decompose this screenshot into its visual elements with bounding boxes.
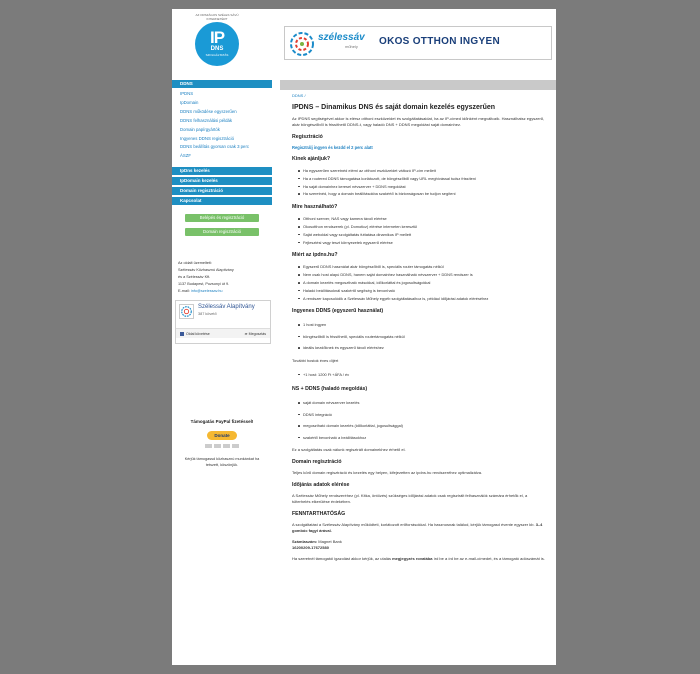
bank-label: Számlaszám:: [292, 539, 318, 545]
sustainability-text: [292, 522, 546, 534]
facebook-page-widget[interactable]: [175, 300, 271, 344]
intro-text: Az IPDNS segítségével akkor is elérsz otthoni eszközeidet és szolgáltatásaidat, ha az IP-címed időnként megváltozik. Használhatsz egyszerű, akár böngészőből is frissíthető DDNS-t, vagy haladó DNS + DDNS megoldást saját domainhez.: [292, 116, 545, 127]
sidebar-link-ddns-beallitas[interactable]: DDNS beállítás gyorsan csak 3 perc: [180, 144, 250, 150]
share-icon: ➦: [244, 332, 249, 337]
banner-brand-sub: műhely: [345, 44, 358, 49]
registration-link[interactable]: Regisztrálj ingyen és kezdd el 2 perc alatt: [292, 145, 373, 150]
list-item: saját domain névszerver kezelés: [298, 397, 546, 409]
sustainability-heading: FENNTARTHATÓSÁG: [292, 511, 346, 518]
logo-tagline: AZ ORSZÁGOS SZÉLES SÁVÚ INTERNETÉRT: [195, 13, 239, 21]
extra-hosts-label: További hostok éves díjért: [292, 357, 339, 363]
logo-sub: SZOLGÁLTATÁS: [205, 53, 229, 57]
banner-brand: szélessáv: [318, 32, 365, 43]
list-item: Ha szeretnéd, hogy a domain beállításokba szakértő is biztonságosan be tudjon segíteni: [298, 190, 546, 198]
facebook-follow-button[interactable]: [180, 332, 210, 336]
logo-circle: [195, 22, 239, 66]
sidebar-link-ddns-mukodese[interactable]: DDNS működése egyszerűen: [180, 108, 237, 114]
facebook-share-label: Megosztás: [248, 332, 266, 337]
list-item: Nem csak host alapú DDNS, hanem saját domainhez használható névszerver + DDNS rendszer is: [298, 271, 546, 279]
address-line: Az oldalt üzemelteti:: [178, 261, 212, 266]
sidebar-link-ddns-peldak[interactable]: DDNS felhasználási példák: [180, 117, 233, 123]
list-item: böngészőből is frissíthető, speciális routertámogatás nélkül: [298, 331, 546, 343]
list-item: DDNS integráció: [298, 409, 546, 421]
paypal-donate-button[interactable]: Donate: [207, 431, 237, 440]
sidebar-section-contact[interactable]: Kapcsolat: [172, 197, 272, 205]
final-text-a: Ha szeretnél támogatói igazolást akkor kérjük, az utalás: [292, 556, 391, 562]
domain-text: Teljes körű domain regisztráció és kezelés egy helyen, kifejezetten az ipdns.hu rendszeréhez optimalizálva.: [292, 470, 483, 476]
who-heading: Kinek ajánljuk?: [292, 156, 331, 162]
list-item: megosztható domain kezelés (időkorláttal, jogosultsággal): [298, 420, 546, 432]
why-heading: Miért az ipdns.hu?: [292, 252, 338, 259]
facebook-follower-count: 387 követő: [198, 312, 217, 317]
logo-ip: IP: [209, 28, 225, 47]
list-item: Haladó beállításoknál szakértő segítség is bevonható: [298, 287, 546, 295]
banner-ad[interactable]: [284, 26, 552, 60]
bank-name: Magnet Bank: [318, 539, 342, 545]
szelessav-logo-icon: [289, 31, 315, 57]
address-line: 1137 Budapest, Pozsonyi út 9.: [178, 282, 230, 287]
domain-register-button[interactable]: Domain regisztráció: [185, 228, 259, 236]
list-item: 1 host ingyen: [298, 319, 546, 331]
weather-text: A Szélessáv Műhely rendszeréhez (pl. Kitka, öntözés) szükséges időjárási adatok csak regisztrált felhasználók számára érhetők el, a túlterhelés elkerülése érdekében.: [292, 493, 528, 505]
list-item: Ha saját domainhez keresel névszerver + DDNS megoldást: [298, 183, 546, 191]
logo-dns: DNS: [210, 46, 224, 52]
email-line: [178, 288, 272, 295]
list-item: Saját weboldal vagy szolgáltatás futtatása dinamikus IP mellett: [298, 231, 546, 239]
use-list: [298, 215, 546, 246]
facebook-page-avatar-icon: [179, 304, 194, 319]
list-item: ideális kezdőknek és egyszerű távoli eléréshez: [298, 342, 546, 354]
extra-list: [298, 369, 546, 381]
ipdns-logo[interactable]: [192, 13, 242, 73]
facebook-icon: [180, 332, 184, 336]
email-link[interactable]: info@szelessav.hu: [190, 289, 223, 294]
sidebar-section-ipdns[interactable]: IpDns kezelés: [172, 167, 272, 175]
final-text: [292, 556, 546, 562]
free-list: [298, 319, 546, 354]
facebook-follow-label: Oldal követése: [186, 332, 210, 337]
page-title: IPDNS – Dinamikus DNS és saját domain kezelés egyszerűen: [292, 104, 496, 111]
registration-heading: Regisztráció: [292, 134, 323, 140]
sidebar-link-ipdns[interactable]: IPDNS: [180, 91, 194, 96]
sidebar-link-ipdomain[interactable]: IpDomain: [180, 99, 199, 105]
facebook-actions: [176, 328, 270, 338]
list-item: Ha a routered DDNS támogatása korlátozott, de böngészőből vagy URL meghívással tudsz frissíteni: [298, 175, 546, 183]
list-item: A rendszer kapcsolódik a Szélessáv Műhely egyéb szolgáltatásaihoz is, például időjárási adatok eléréséhez: [298, 295, 546, 303]
why-list: [298, 263, 546, 302]
domain-heading: Domain regisztráció: [292, 459, 342, 466]
sidebar-section-ipdomain[interactable]: IpDomain kezelés: [172, 177, 272, 185]
sidebar-link-domain-papirgyartok[interactable]: Domain papírgyártók: [180, 126, 220, 132]
sidebar-link-aszf[interactable]: ÁSZF: [180, 153, 191, 159]
sustainability-text-bold: 3–4 gombóc fagyi árával.: [292, 522, 543, 534]
sidebar-section-ddns[interactable]: DDNS: [172, 80, 272, 88]
list-item: Ha egyszerűen szeretnéd elérni az otthoni eszközeidet változó IP-cím mellett: [298, 167, 546, 175]
paypal-text-line: Kérjük támogassd közhasznú munkánkat ha: [184, 457, 260, 461]
who-list: [298, 167, 546, 198]
paypal-title: Támogatás PayPal fizetéssel!: [190, 419, 254, 424]
ns-note: Ez a szolgáltatás csak nálunk regisztrált domainekhez érhető el.: [292, 447, 406, 453]
page: [172, 9, 556, 665]
facebook-page-name[interactable]: Szélessáv Alapítvány: [198, 304, 255, 311]
email-label: E-mail:: [178, 289, 190, 294]
paypal-text-line: tetszett, köszönjük.: [205, 463, 239, 467]
bank-details: [292, 539, 546, 551]
breadcrumb[interactable]: DDNS /: [292, 93, 306, 98]
sustainability-text-a: A szolgáltatást a Szélessáv Alapítvány működteti, korlátozott erőforrásokkal. Ha hasznosnak találod, kérjük támogasd évente egyszer kb.: [292, 522, 535, 528]
banner-text: OKOS OTTHON INGYEN: [379, 36, 500, 47]
address-line: és a Szélessáv Kft.: [178, 275, 211, 280]
operator-address: [172, 260, 272, 295]
sidebar-section-domain[interactable]: Domain regisztráció: [172, 187, 272, 195]
address-line: Szélessáv Közhasznú Alapítvány: [178, 268, 234, 273]
free-ddns-heading: Ingyenes DDNS (egyszerű használat): [292, 308, 384, 315]
list-item: +1 host: 1200 Ft +ÁFA / év: [298, 369, 546, 381]
login-register-button[interactable]: Belépés és regisztráció: [185, 214, 259, 222]
ns-ddns-heading: NS + DDNS (haladó megoldás): [292, 386, 368, 393]
content-top-bar: [280, 80, 556, 90]
list-item: Otthoni szerver, NAS vagy kamera távoli elérése: [298, 215, 546, 223]
list-item: Fejlesztési vagy teszt környezetek egyszerű elérése: [298, 239, 546, 247]
header: [172, 9, 556, 77]
sidebar: [172, 80, 272, 344]
sidebar-link-ingyenes-regisztracio[interactable]: Ingyenes DDNS regisztráció: [180, 135, 234, 141]
paypal-text: [172, 456, 272, 468]
final-text-bold: megjegyzés rovatába: [392, 556, 433, 562]
weather-heading: Időjárás adatok elérése: [292, 482, 350, 489]
facebook-share-button[interactable]: [245, 332, 266, 336]
list-item: Egyszerű DDNS használat akár böngészőből is, speciális router támogatás nélkül: [298, 263, 546, 271]
main-content: [292, 93, 546, 567]
list-item: Okosotthon rendszerek (pl. Domoticz) elérése interneten keresztül: [298, 223, 546, 231]
payment-cards-icon: [172, 444, 272, 449]
ns-list: [298, 397, 546, 443]
list-item: szakértő bevonható a beállításokhoz: [298, 432, 546, 444]
bank-number: 16200209-17672580: [292, 545, 329, 551]
final-text-b: írd be a írd be az e-mail-címedet, és a támogató adószámát is.: [433, 556, 545, 562]
list-item: A domain kezelés megosztható másokkal, időkorláttal és jogosultságokkal: [298, 279, 546, 287]
paypal-widget: [172, 419, 272, 468]
use-heading: Mire használható?: [292, 204, 338, 211]
